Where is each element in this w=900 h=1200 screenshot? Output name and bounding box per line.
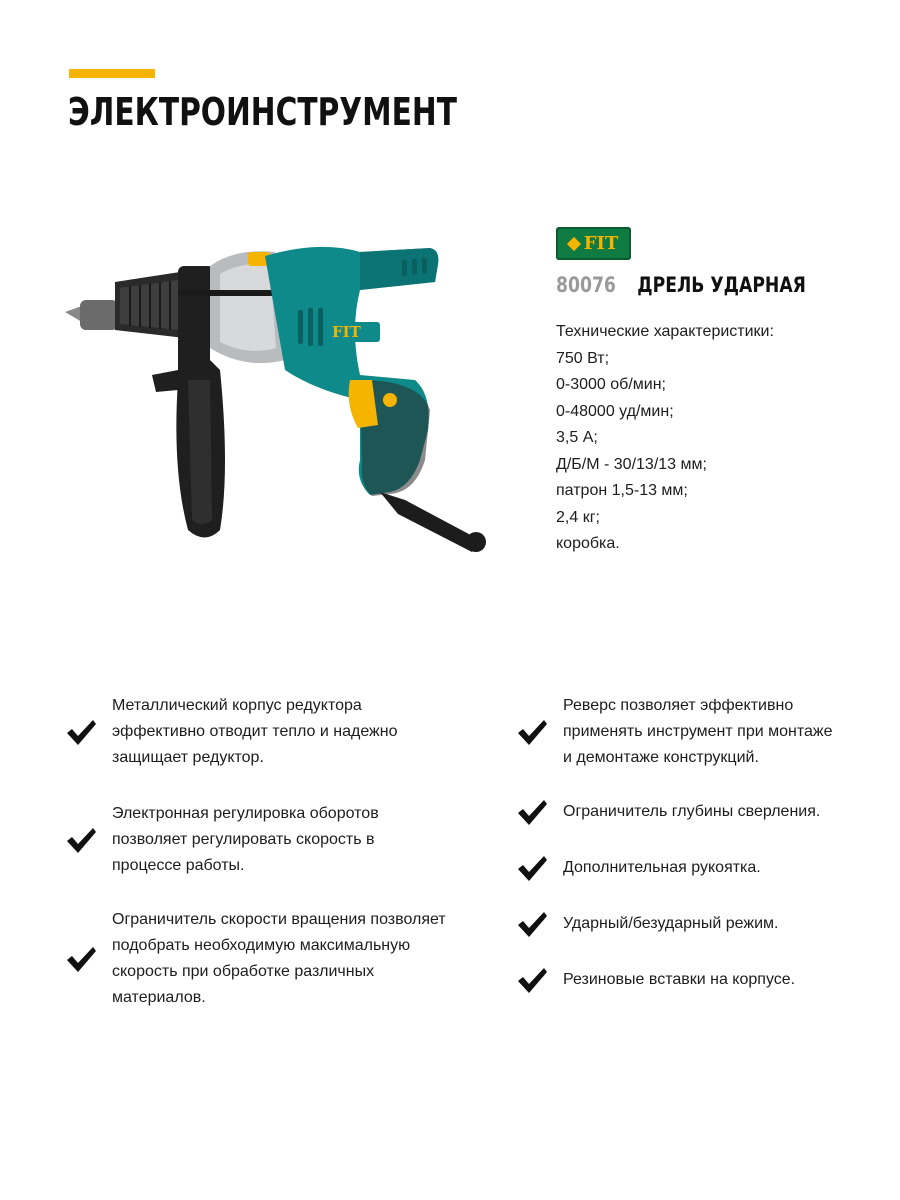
feature-text-line: Металлический корпус редуктора: [112, 697, 362, 714]
checkmark-icon: [64, 942, 98, 976]
logo-diamond-icon: [567, 236, 581, 250]
spec-list: [556, 319, 774, 558]
product-heading: [556, 273, 806, 297]
feature-item: [515, 795, 820, 829]
feature-item: [515, 907, 778, 941]
feature-text-line: позволяет регулировать скорость в: [112, 831, 375, 848]
checkmark-icon: [515, 851, 549, 885]
checkmark-icon: [515, 907, 549, 941]
spec-item: 0-3000 об/мин;: [556, 376, 666, 393]
spec-item: 3,5 А;: [556, 429, 598, 446]
feature-text-line: Ограничитель глубины сверления.: [563, 803, 821, 820]
title-accent-bar: [69, 69, 155, 78]
feature-text-line: Резиновые вставки на корпусе.: [563, 971, 796, 988]
feature-item: [64, 907, 446, 1011]
feature-text-line: защищает редуктор.: [112, 749, 264, 766]
feature-item: [515, 851, 761, 885]
feature-text-line: подобрать необходимую максимальную: [112, 937, 411, 954]
spec-item: 750 Вт;: [556, 349, 610, 367]
impact-drill-icon: [60, 230, 530, 575]
feature-item: [515, 963, 795, 997]
feature-item: [64, 693, 397, 771]
spec-item: 2,4 кг;: [556, 508, 600, 526]
checkmark-icon: [515, 795, 549, 829]
feature-text-line: Реверс позволяет эффективно: [563, 697, 794, 714]
product-name: ДРЕЛЬ УДАРНАЯ: [637, 273, 806, 297]
checkmark-icon: [515, 963, 549, 997]
feature-item: [515, 693, 832, 771]
spec-item: 0-48000 уд/мин;: [556, 402, 674, 420]
feature-text-line: применять инструмент при монтаже: [563, 723, 833, 740]
spec-item: Д/Б/М - 30/13/13 мм;: [556, 455, 707, 473]
feature-text-line: процессе работы.: [112, 857, 245, 874]
feature-text-line: скорость при обработке различных: [112, 963, 375, 980]
feature-text-line: материалов.: [112, 989, 206, 1006]
feature-text-line: эффективно отводит тепло и надежно: [112, 723, 398, 740]
feature-text-line: Дополнительная рукоятка.: [563, 859, 761, 876]
feature-text-line: и демонтаже конструкций.: [563, 749, 759, 766]
product-code: 80076: [556, 273, 616, 297]
brand-name: FIT: [583, 233, 619, 254]
product-image: [60, 230, 530, 575]
brand-logo: [556, 227, 631, 260]
checkmark-icon: [64, 715, 98, 749]
feature-text-line: Ударный/безударный режим.: [563, 915, 779, 932]
feature-text-line: Электронная регулировка оборотов: [112, 805, 379, 822]
spec-heading: Технические характеристики:: [556, 323, 774, 340]
checkmark-icon: [515, 715, 549, 749]
svg-text:FIT: FIT: [332, 323, 361, 341]
spec-item: патрон 1,5-13 мм;: [556, 482, 688, 499]
spec-item: коробка.: [556, 535, 620, 552]
feature-item: [64, 801, 379, 879]
feature-text-line: Ограничитель скорости вращения позволяет: [112, 911, 446, 928]
checkmark-icon: [64, 823, 98, 857]
page-title: ЭЛЕКТРОИНСТРУМЕНТ: [68, 90, 457, 134]
